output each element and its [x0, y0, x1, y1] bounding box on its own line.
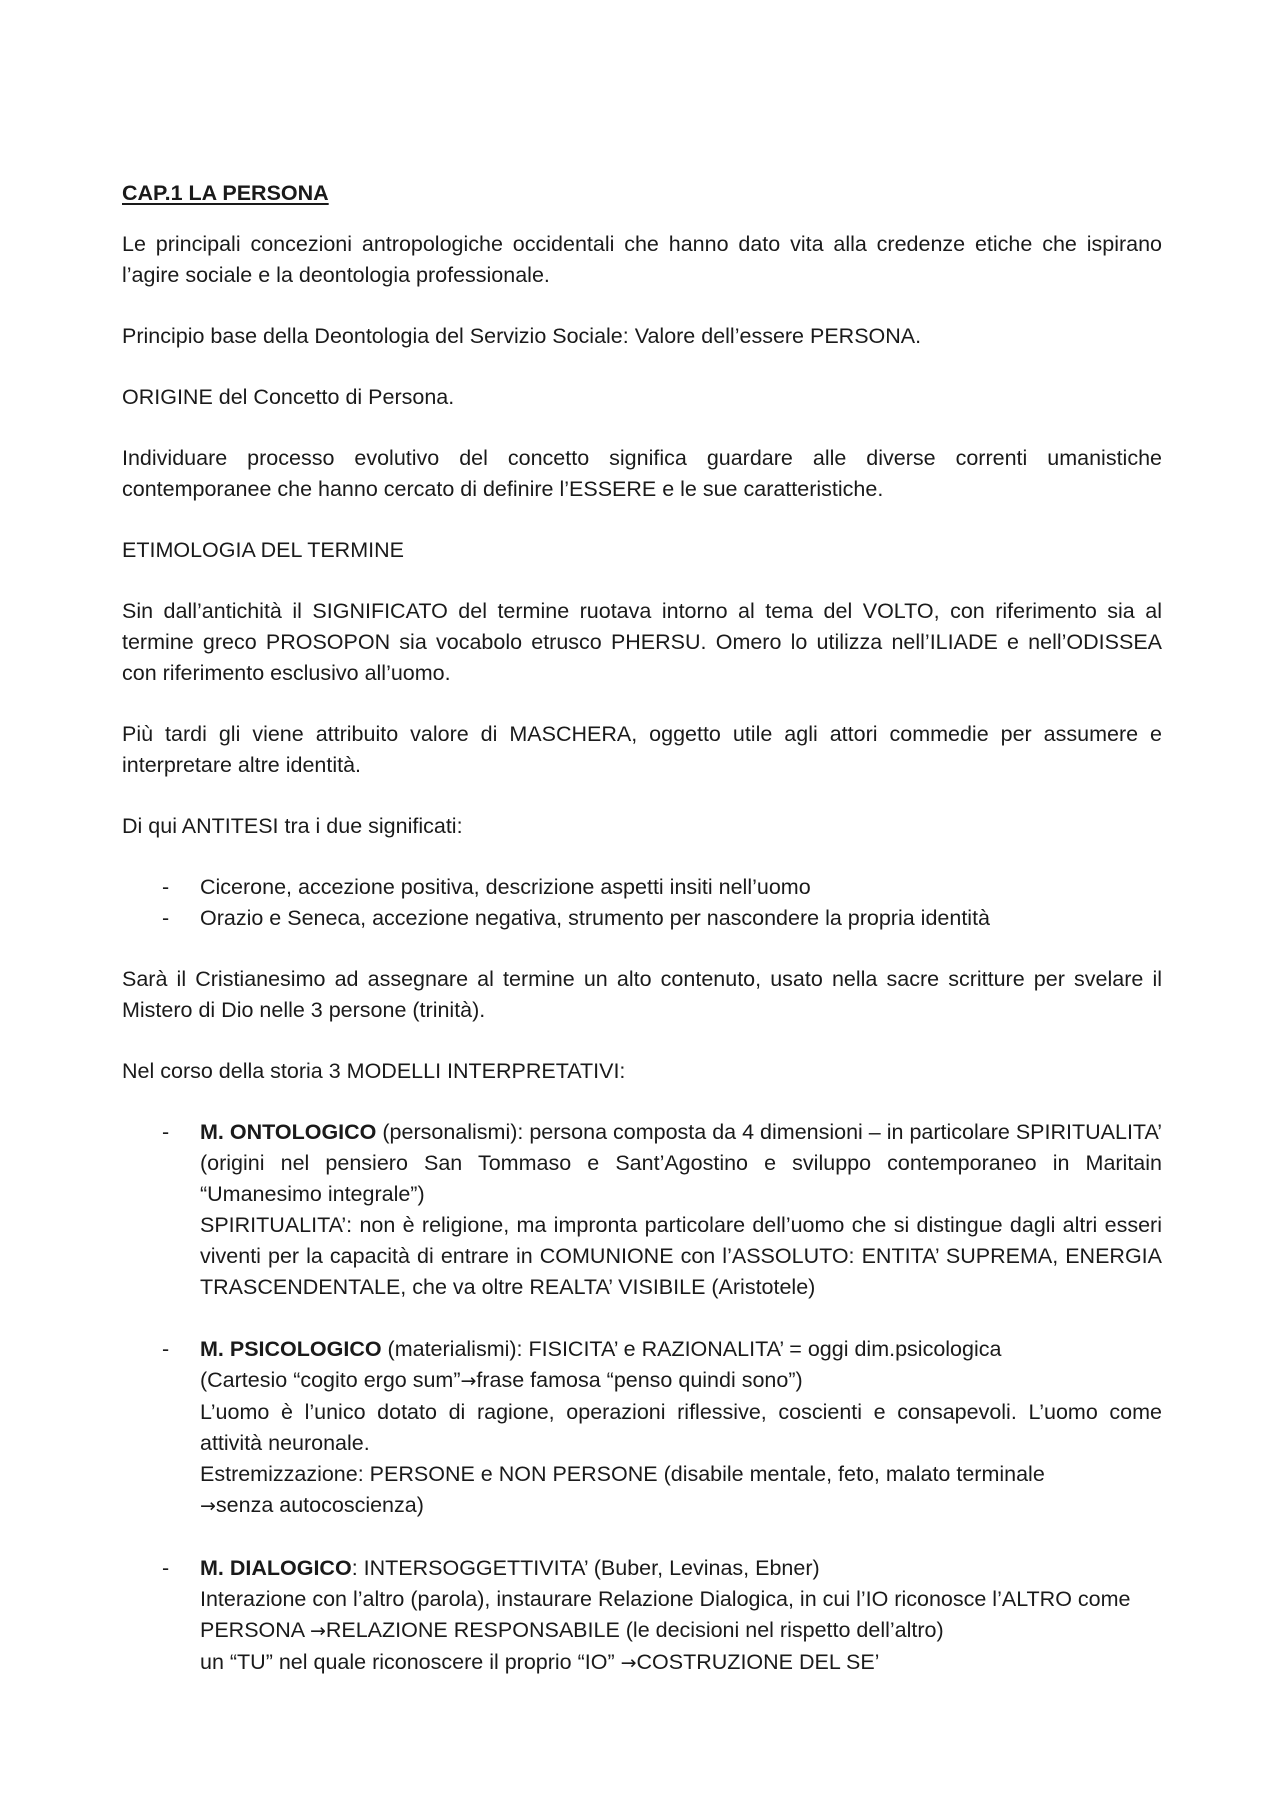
- right-arrow-icon: →: [620, 1652, 637, 1674]
- cartesio-quote: frase famosa “penso quindi sono”): [476, 1368, 803, 1392]
- model-dialogico-text: : INTERSOGGETTIVITA’ (Buber, Levinas, Ebner): [351, 1556, 820, 1580]
- autocoscienza-text: senza autocoscienza): [215, 1493, 424, 1517]
- model-psicologico-cartesio: [200, 1365, 1162, 1397]
- model-psicologico-text: (materialismi): FISICITA’ e RAZIONALITA’ = oggi dim.psicologica: [381, 1337, 1002, 1361]
- individuare-paragraph: Individuare processo evolutivo del concetto significa guardare alle diverse correnti umanistiche contemporanee che hanno cercato di definire l’ESSERE e le sue caratteristiche.: [122, 446, 1162, 501]
- document-page: [122, 178, 1162, 1709]
- origine-paragraph: ORIGINE del Concetto di Persona.: [122, 385, 455, 409]
- model-psicologico-name: M. PSICOLOGICO: [200, 1337, 382, 1361]
- model-ontologico-text: (personalismi): persona composta da 4 dimensioni – in particolare SPIRITUALITA’ (origini nel pensiero San Tommaso e Sant’Agostino e sviluppo contemporaneo in Maritain “Umanesimo integrale”): [200, 1120, 1162, 1206]
- etimologia-heading: ETIMOLOGIA DEL TERMINE: [122, 538, 404, 562]
- right-arrow-icon: →: [200, 1495, 216, 1517]
- list-item: - Cicerone, accezione positiva, descrizione aspetti insiti nell’uomo: [122, 872, 1162, 903]
- model-dialogico-tu: [200, 1647, 1162, 1679]
- model-ontologico-line: [200, 1117, 1162, 1210]
- right-arrow-icon: →: [309, 1620, 326, 1642]
- model-psicologico-autocoscienza: [200, 1490, 1162, 1522]
- cristianesimo-paragraph: Sarà il Cristianesimo ad assegnare al termine un alto contenuto, usato nella sacre scritture per svelare il Mistero di Dio nelle 3 persone (trinità).: [122, 967, 1162, 1022]
- maschera-paragraph: Più tardi gli viene attribuito valore di MASCHERA, oggetto utile agli attori commedie per assumere e interpretare altre identità.: [122, 722, 1162, 777]
- interazione-text: Interazione con l’altro (parola), instaurare Relazione Dialogica, in cui l’IO riconosce l’ALTRO come PERSONA: [200, 1587, 1131, 1642]
- chapter-title: CAP.1 LA PERSONA: [122, 181, 329, 205]
- antitesi-list: [122, 872, 1162, 934]
- model-psicologico-estremizzazione: Estremizzazione: PERSONE e NON PERSONE (disabile mentale, feto, malato terminale: [200, 1462, 1045, 1486]
- antitesi-paragraph: Di qui ANTITESI tra i due significati:: [122, 814, 463, 838]
- list-item: - Orazio e Seneca, accezione negativa, strumento per nascondere la propria identità: [122, 903, 1162, 934]
- intro-paragraph: Le principali concezioni antropologiche occidentali che hanno dato vita alla credenze etiche che ispirano l’agire sociale e la deontologia professionale.: [122, 232, 1162, 287]
- right-arrow-icon: →: [460, 1370, 477, 1392]
- model-ontologico-spiritualita: SPIRITUALITA’: non è religione, ma impronta particolare dell’uomo che si distingue dagli altri esseri viventi per la capacità di entrare in COMUNIONE con l’ASSOLUTO: ENTITA’ SUPREMA, ENERGIA TRASCENDENTALE, che va oltre REALTA’ VISIBILE (Aristotele): [200, 1213, 1162, 1299]
- model-psicologico-ragione: L’uomo è l’unico dotato di ragione, operazioni riflessive, coscienti e consapevoli. L’uomo come attività neuronale.: [200, 1400, 1162, 1455]
- model-dialogico: [122, 1553, 1162, 1679]
- antichita-paragraph: Sin dall’antichità il SIGNIFICATO del termine ruotava intorno al tema del VOLTO, con riferimento sia al termine greco PROSOPON sia vocabolo etrusco PHERSU. Omero lo utilizza nell’ILIADE e nell’ODISSEA con riferimento esclusivo all’uomo.: [122, 599, 1162, 685]
- modelli-intro-paragraph: Nel corso della storia 3 MODELLI INTERPRETATIVI:: [122, 1059, 626, 1083]
- cartesio-text: (Cartesio “cogito ergo sum”: [200, 1368, 461, 1392]
- model-dialogico-interazione: [200, 1584, 1162, 1647]
- model-dialogico-line: [200, 1553, 1162, 1584]
- model-dialogico-name: M. DIALOGICO: [200, 1556, 352, 1580]
- principio-paragraph: Principio base della Deontologia del Servizio Sociale: Valore dell’essere PERSONA.: [122, 324, 922, 348]
- relazione-text: RELAZIONE RESPONSABILE (le decisioni nel rispetto dell’altro): [325, 1618, 944, 1642]
- costruzione-text: COSTRUZIONE DEL SE’: [636, 1650, 880, 1674]
- model-ontologico: [122, 1117, 1162, 1303]
- model-ontologico-name: M. ONTOLOGICO: [200, 1120, 377, 1144]
- model-psicologico-line: [200, 1334, 1162, 1365]
- model-psicologico: [122, 1334, 1162, 1522]
- models-list: [122, 1117, 1162, 1679]
- tu-text: un “TU” nel quale riconoscere il proprio “IO”: [200, 1650, 621, 1674]
